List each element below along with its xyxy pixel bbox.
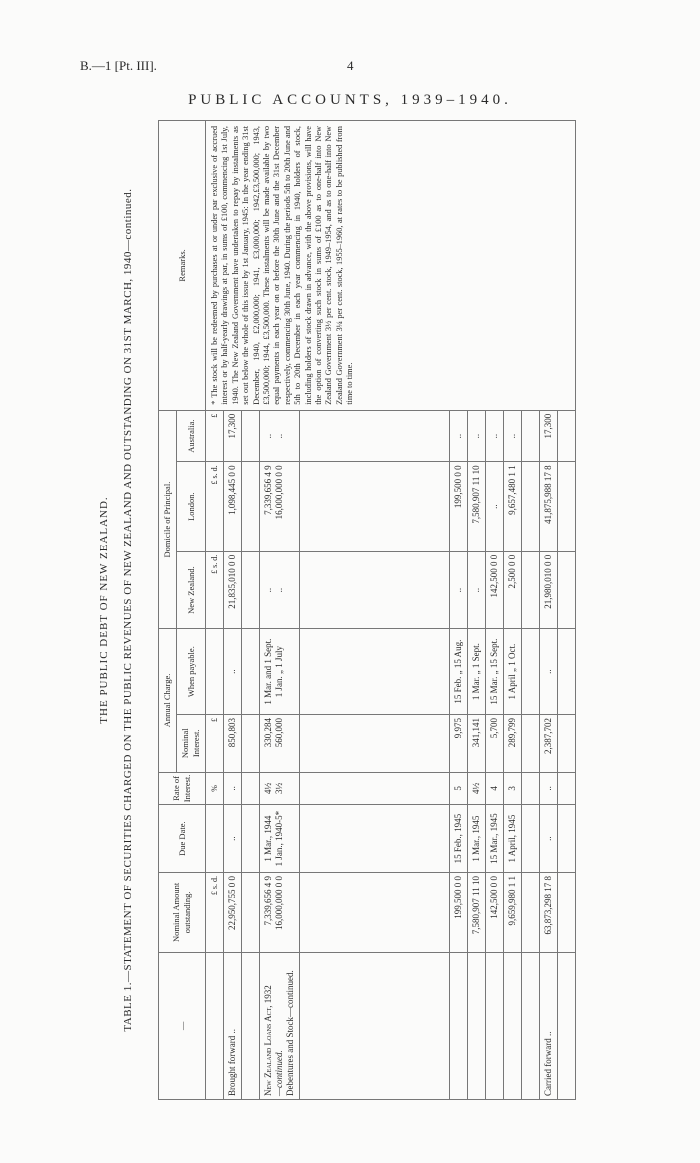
unit-percent: % [206, 772, 224, 805]
table-row-a0-due: 1 Mar., 1944 [263, 815, 273, 862]
table-row-a1-london: 16,000,000 0 0 [274, 465, 284, 520]
header-domicile: Domicile of Principal. [159, 410, 177, 629]
unit-pound: £ [206, 410, 224, 462]
bf-nz: 21,835,010 0 0 [224, 551, 242, 629]
row-b1-nz: .. [468, 551, 486, 629]
unit-lsd: £ s. d. [206, 873, 224, 953]
page-title: PUBLIC ACCOUNTS, 1939–1940. [188, 92, 512, 108]
bf-nominal: 22,950,755 0 0 [224, 873, 242, 953]
header-australia: Australia. [177, 410, 206, 462]
row-b1-rate: 4½ [468, 772, 486, 805]
header-remarks: Remarks. [159, 121, 206, 411]
row-b1-nominal: 7,580,907 11 10 [468, 873, 486, 953]
table-row-a1-when: 1 Jan. „ 1 July [274, 646, 284, 698]
bf-australia: 17,300 [224, 410, 242, 462]
cf-australia: 17,300 [540, 410, 558, 462]
cf-when: .. [540, 629, 558, 715]
row-b2-australia: .. [486, 410, 504, 462]
row-b3-rate: 3 [504, 772, 522, 805]
table-row-a1-nz: .. [274, 587, 284, 593]
row-b0-rate: 5 [450, 772, 468, 805]
table-main-title: THE PUBLIC DEBT OF NEW ZEALAND. [98, 496, 110, 724]
cf-rate: .. [540, 772, 558, 805]
section-act-title: New Zealand Loans Act, 1932 [263, 985, 273, 1096]
table-row-a0-australia: .. [263, 433, 273, 439]
rotated-table-block [98, 120, 700, 1100]
brought-forward-label: Brought forward .. [224, 952, 242, 1099]
cf-interest: 2,387,702 [540, 714, 558, 772]
bf-due: .. [224, 805, 242, 873]
row-b0-due: 15 Feb., 1945 [450, 805, 468, 873]
header-new-zealand: New Zealand. [177, 551, 206, 629]
header-when-payable: When payable. [177, 629, 206, 715]
table-subtitle: TABLE 1.—STATEMENT OF SECURITIES CHARGED ON THE PUBLIC REVENUES OF NEW ZEALAND AND OUTSTANDING ON 31ST MARCH, 1940—continued. [122, 188, 134, 1032]
row-b1-london: 7,580,907 11 10 [468, 462, 486, 551]
row-b2-nominal: 142,500 0 0 [486, 873, 504, 953]
units-row [206, 121, 224, 1100]
header-nominal-amount: Nominal Amount outstanding. [159, 873, 206, 953]
header-nominal-interest: Nominal Interest. [177, 714, 206, 772]
page-number: 4 [347, 58, 354, 73]
bf-when: .. [224, 629, 242, 715]
row-b0-australia: .. [450, 410, 468, 462]
carried-forward-label: Carried forward .. [540, 952, 558, 1099]
header-blank: — [159, 952, 206, 1099]
row-b0-london: 199,500 0 0 [450, 462, 468, 551]
unit-pound: £ [206, 714, 224, 772]
table-row-a1-rate: 3½ [274, 782, 284, 795]
table-row-a0-nominal: 7,339,656 4 9 [263, 876, 273, 926]
table-row-a0-when: 1 Mar. and 1 Sept. [263, 638, 273, 705]
row-b1-when: 1 Mar. „ 1 Sept. [468, 629, 486, 715]
section-continued: —continued. [274, 1050, 284, 1096]
header-annual-charge: Annual Charge. [159, 629, 177, 772]
bf-interest: 850,803 [224, 714, 242, 772]
row-b3-australia: .. [504, 410, 522, 462]
cf-london: 41,875,988 17 8 [540, 462, 558, 551]
unit-lsd: £ s. d. [206, 462, 224, 551]
row-b2-london: .. [486, 462, 504, 551]
row-b3-london: 9,657,480 1 1 [504, 462, 522, 551]
row-b2-nz: 142,500 0 0 [486, 551, 504, 629]
cf-due: .. [540, 805, 558, 873]
row-b0-interest: 9,975 [450, 714, 468, 772]
row-b3-due: 1 April, 1945 [504, 805, 522, 873]
table-row-a1-australia: .. [274, 433, 284, 439]
table-row-a1-due: 1 Jan., 1940-5* [274, 810, 284, 867]
row-b0-nominal: 199,500 0 0 [450, 873, 468, 953]
table-row-a0-rate: 4½ [263, 782, 273, 795]
report-reference: B.—1 [Pt. III]. [80, 58, 157, 73]
remarks-text: * The stock will be redeemed by purchases at or under par exclusive of accrued interest or by half-yearly drawings at par, in sums of £100, commencing 1st July, 1940. The New Zealand Government have undertaken to repay by instalments as set out below the whole of this issue by 1st January, 1945: In the year ending 31st December, 1940, £2,000,000; 1941, £3,000,000; 1942,£3,500,000; 1943,£3,500,000; 1944, £3,500,000. These instalments will be made available by two equal payments in each year on or before the 30th June and the 31st December respectively, commencing 30th June, 1940. During the periods 5th to 20th June and 5th to 20th December in each year commencing in 1940, holders of stock, including holders of stock drawn in advance, with the above provisions, will have the option of converting such stock in sums of £100 as to one-half into New Zealand Government 3½ per cent. stock, 1949–1954, and as to one-half into New Zealand Government 3¼ per cent. stock, 1955–1960, at rates to be published from time to time. [206, 121, 576, 411]
row-b0-when: 15 Feb. „ 15 Aug. [450, 629, 468, 715]
table-row-a1-interest: 560,000 [274, 717, 284, 748]
header-due-date: Due Date. [159, 805, 206, 873]
bf-rate: .. [224, 772, 242, 805]
row-b1-due: 1 Mar., 1945 [468, 805, 486, 873]
table-row-a0-interest: 330,284 [263, 717, 273, 748]
unit-lsd: £ s. d. [206, 551, 224, 629]
row-b2-rate: 4 [486, 772, 504, 805]
header-rate: Rate of Interest. [159, 772, 206, 805]
section-subtitle: Debentures and Stock—continued. [285, 970, 295, 1096]
row-b2-interest: 5,700 [486, 714, 504, 772]
cf-nz: 21,980,010 0 0 [540, 551, 558, 629]
row-b3-nominal: 9,659,980 1 1 [504, 873, 522, 953]
row-b3-when: 1 April „ 1 Oct. [504, 629, 522, 715]
row-b1-australia: .. [468, 410, 486, 462]
row-b0-nz: .. [450, 551, 468, 629]
row-b3-interest: 289,799 [504, 714, 522, 772]
row-b2-when: 15 Mar. „ 15 Sept. [486, 629, 504, 715]
public-debt-table [158, 120, 576, 1100]
table-row-a0-london: 7,339,656 4 9 [263, 465, 273, 515]
row-b1-interest: 341,141 [468, 714, 486, 772]
header-london: London. [177, 462, 206, 551]
table-row-a1-nominal: 16,000,000 0 0 [274, 876, 284, 931]
cf-nominal: 63,873,298 17 8 [540, 873, 558, 953]
row-b2-due: 15 Mar., 1945 [486, 805, 504, 873]
row-b3-nz: 2,500 0 0 [504, 551, 522, 629]
bf-london: 1,098,445 0 0 [224, 462, 242, 551]
table-row-a0-nz: .. [263, 587, 273, 593]
